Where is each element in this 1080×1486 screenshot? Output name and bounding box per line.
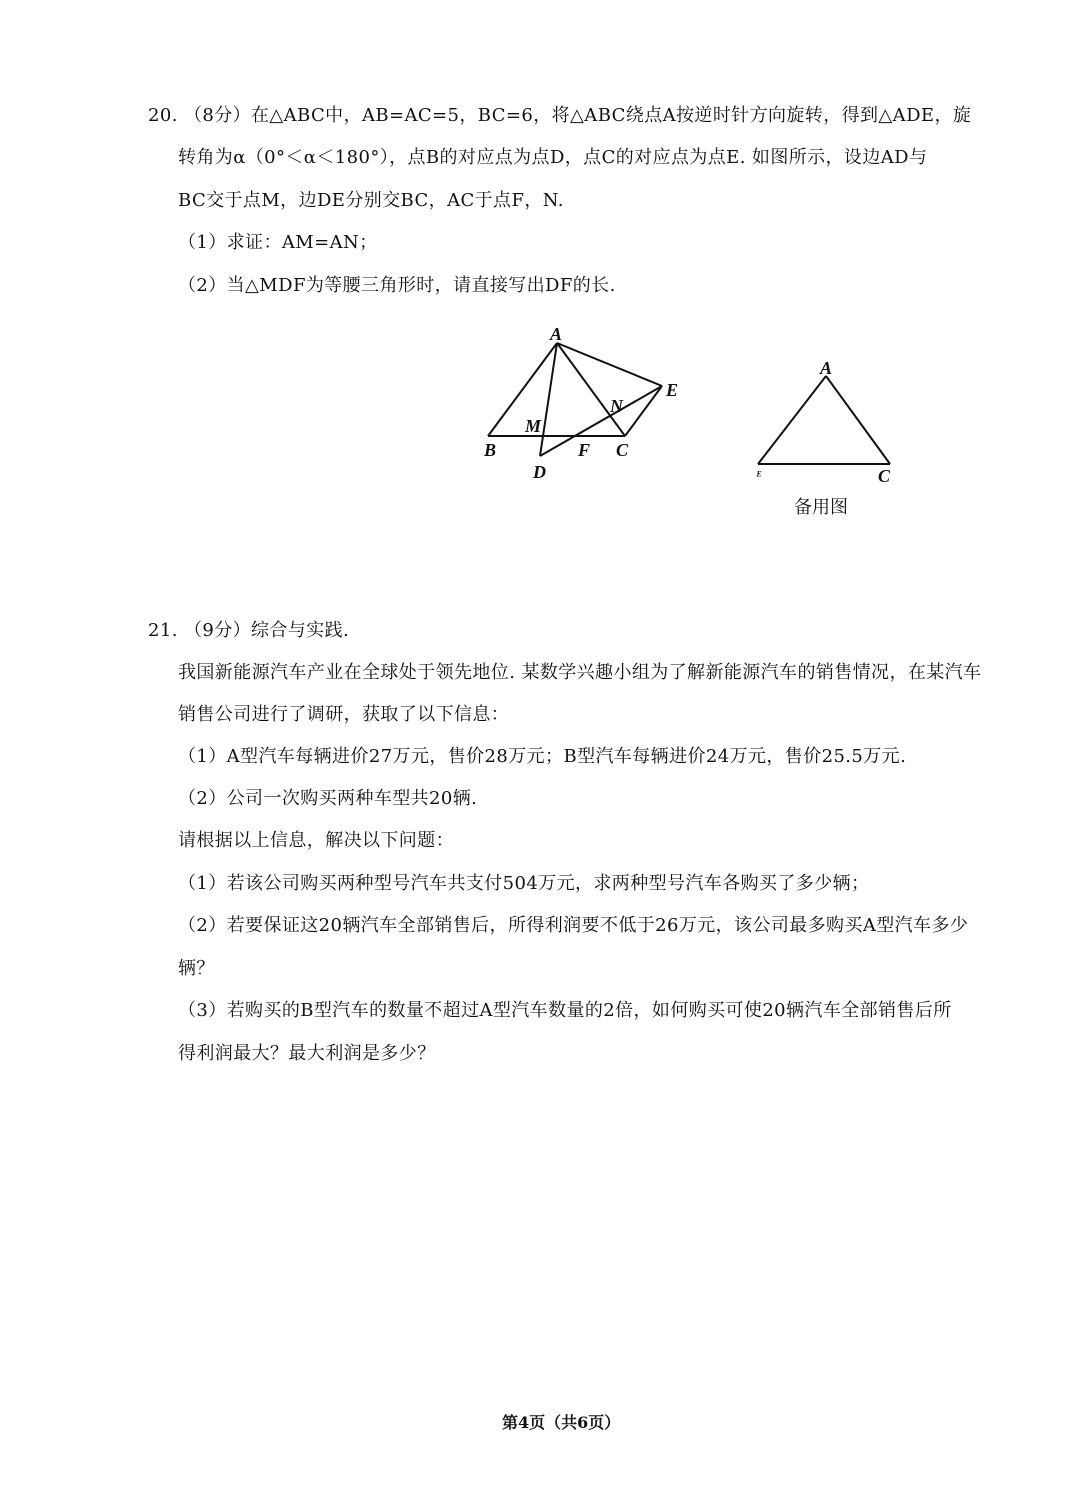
q21-sub-3b: 得利润最大？最大利润是多少？: [178, 1043, 436, 1064]
q21-info-2: （2）公司一次购买两种车型共20辆.: [178, 788, 478, 809]
label-m: M: [525, 416, 542, 436]
label-f: F: [578, 440, 591, 460]
rotation-figure: [470, 318, 710, 488]
segment-ab: [488, 343, 557, 436]
q21-sub-3a: （3）若购买的B型汽车的数量不超过A型汽车数量的2倍，如何购买可使20辆汽车全部销售后所: [178, 1000, 952, 1021]
label-b: B: [484, 440, 497, 460]
q21-intro-2: 销售公司进行了调研，获取了以下信息：: [178, 704, 510, 725]
label-c: C: [616, 440, 629, 460]
q21-sub-2b: 辆？: [178, 958, 215, 979]
label-d: D: [533, 462, 546, 482]
spare-segment-ac: [826, 376, 890, 464]
q21-intro-1: 我国新能源汽车产业在全球处于领先地位. 某数学兴趣小组为了解新能源汽车的销售情况，在某汽车: [178, 662, 982, 683]
spare-figure-caption: 备用图: [794, 497, 848, 518]
segment-ec: [625, 386, 662, 436]
label-a: A: [550, 324, 563, 344]
label-e: E: [666, 380, 679, 400]
segment-ad: [540, 343, 557, 456]
spare-label-b: ᴱ: [756, 468, 762, 483]
spare-label-c: C: [878, 466, 891, 486]
q21-info-1: （1）A型汽车每辆进价27万元，售价28万元；B型汽车每辆进价24万元，售价25.5万元.: [178, 746, 907, 767]
q21-prompt: 请根据以上信息，解决以下问题：: [178, 830, 454, 851]
q21-heading: 21. （9分）综合与实践.: [148, 620, 350, 641]
label-n: N: [610, 396, 623, 416]
q20-part-2: （2）当△MDF为等腰三角形时，请直接写出DF的长.: [178, 275, 616, 296]
q20-line-1: 20. （8分）在△ABC中，AB=AC=5，BC=6，将△ABC绕点A按逆时针方向旋转，得到△ADE，旋: [148, 105, 972, 126]
spare-label-a: A: [820, 358, 833, 378]
q21-sub-2a: （2）若要保证这20辆汽车全部销售后，所得利润要不低于26万元，该公司最多购买A型汽车多少: [178, 915, 969, 936]
q20-part-1: （1）求证：AM=AN；: [178, 232, 378, 253]
q20-line-2: 转角为α（0°＜α＜180°），点B的对应点为点D，点C的对应点为点E. 如图所示，设边AD与: [178, 147, 928, 168]
page-number: 第4页（共6页）: [502, 1413, 621, 1432]
q21-sub-1: （1）若该公司购买两种型号汽车共支付504万元，求两种型号汽车各购买了多少辆；: [178, 873, 870, 894]
spare-figure: [748, 356, 908, 486]
spare-segment-ab: [758, 376, 826, 464]
q20-line-3: BC交于点M，边DE分别交BC，AC于点F，N.: [178, 190, 564, 211]
segment-de: [540, 386, 662, 456]
